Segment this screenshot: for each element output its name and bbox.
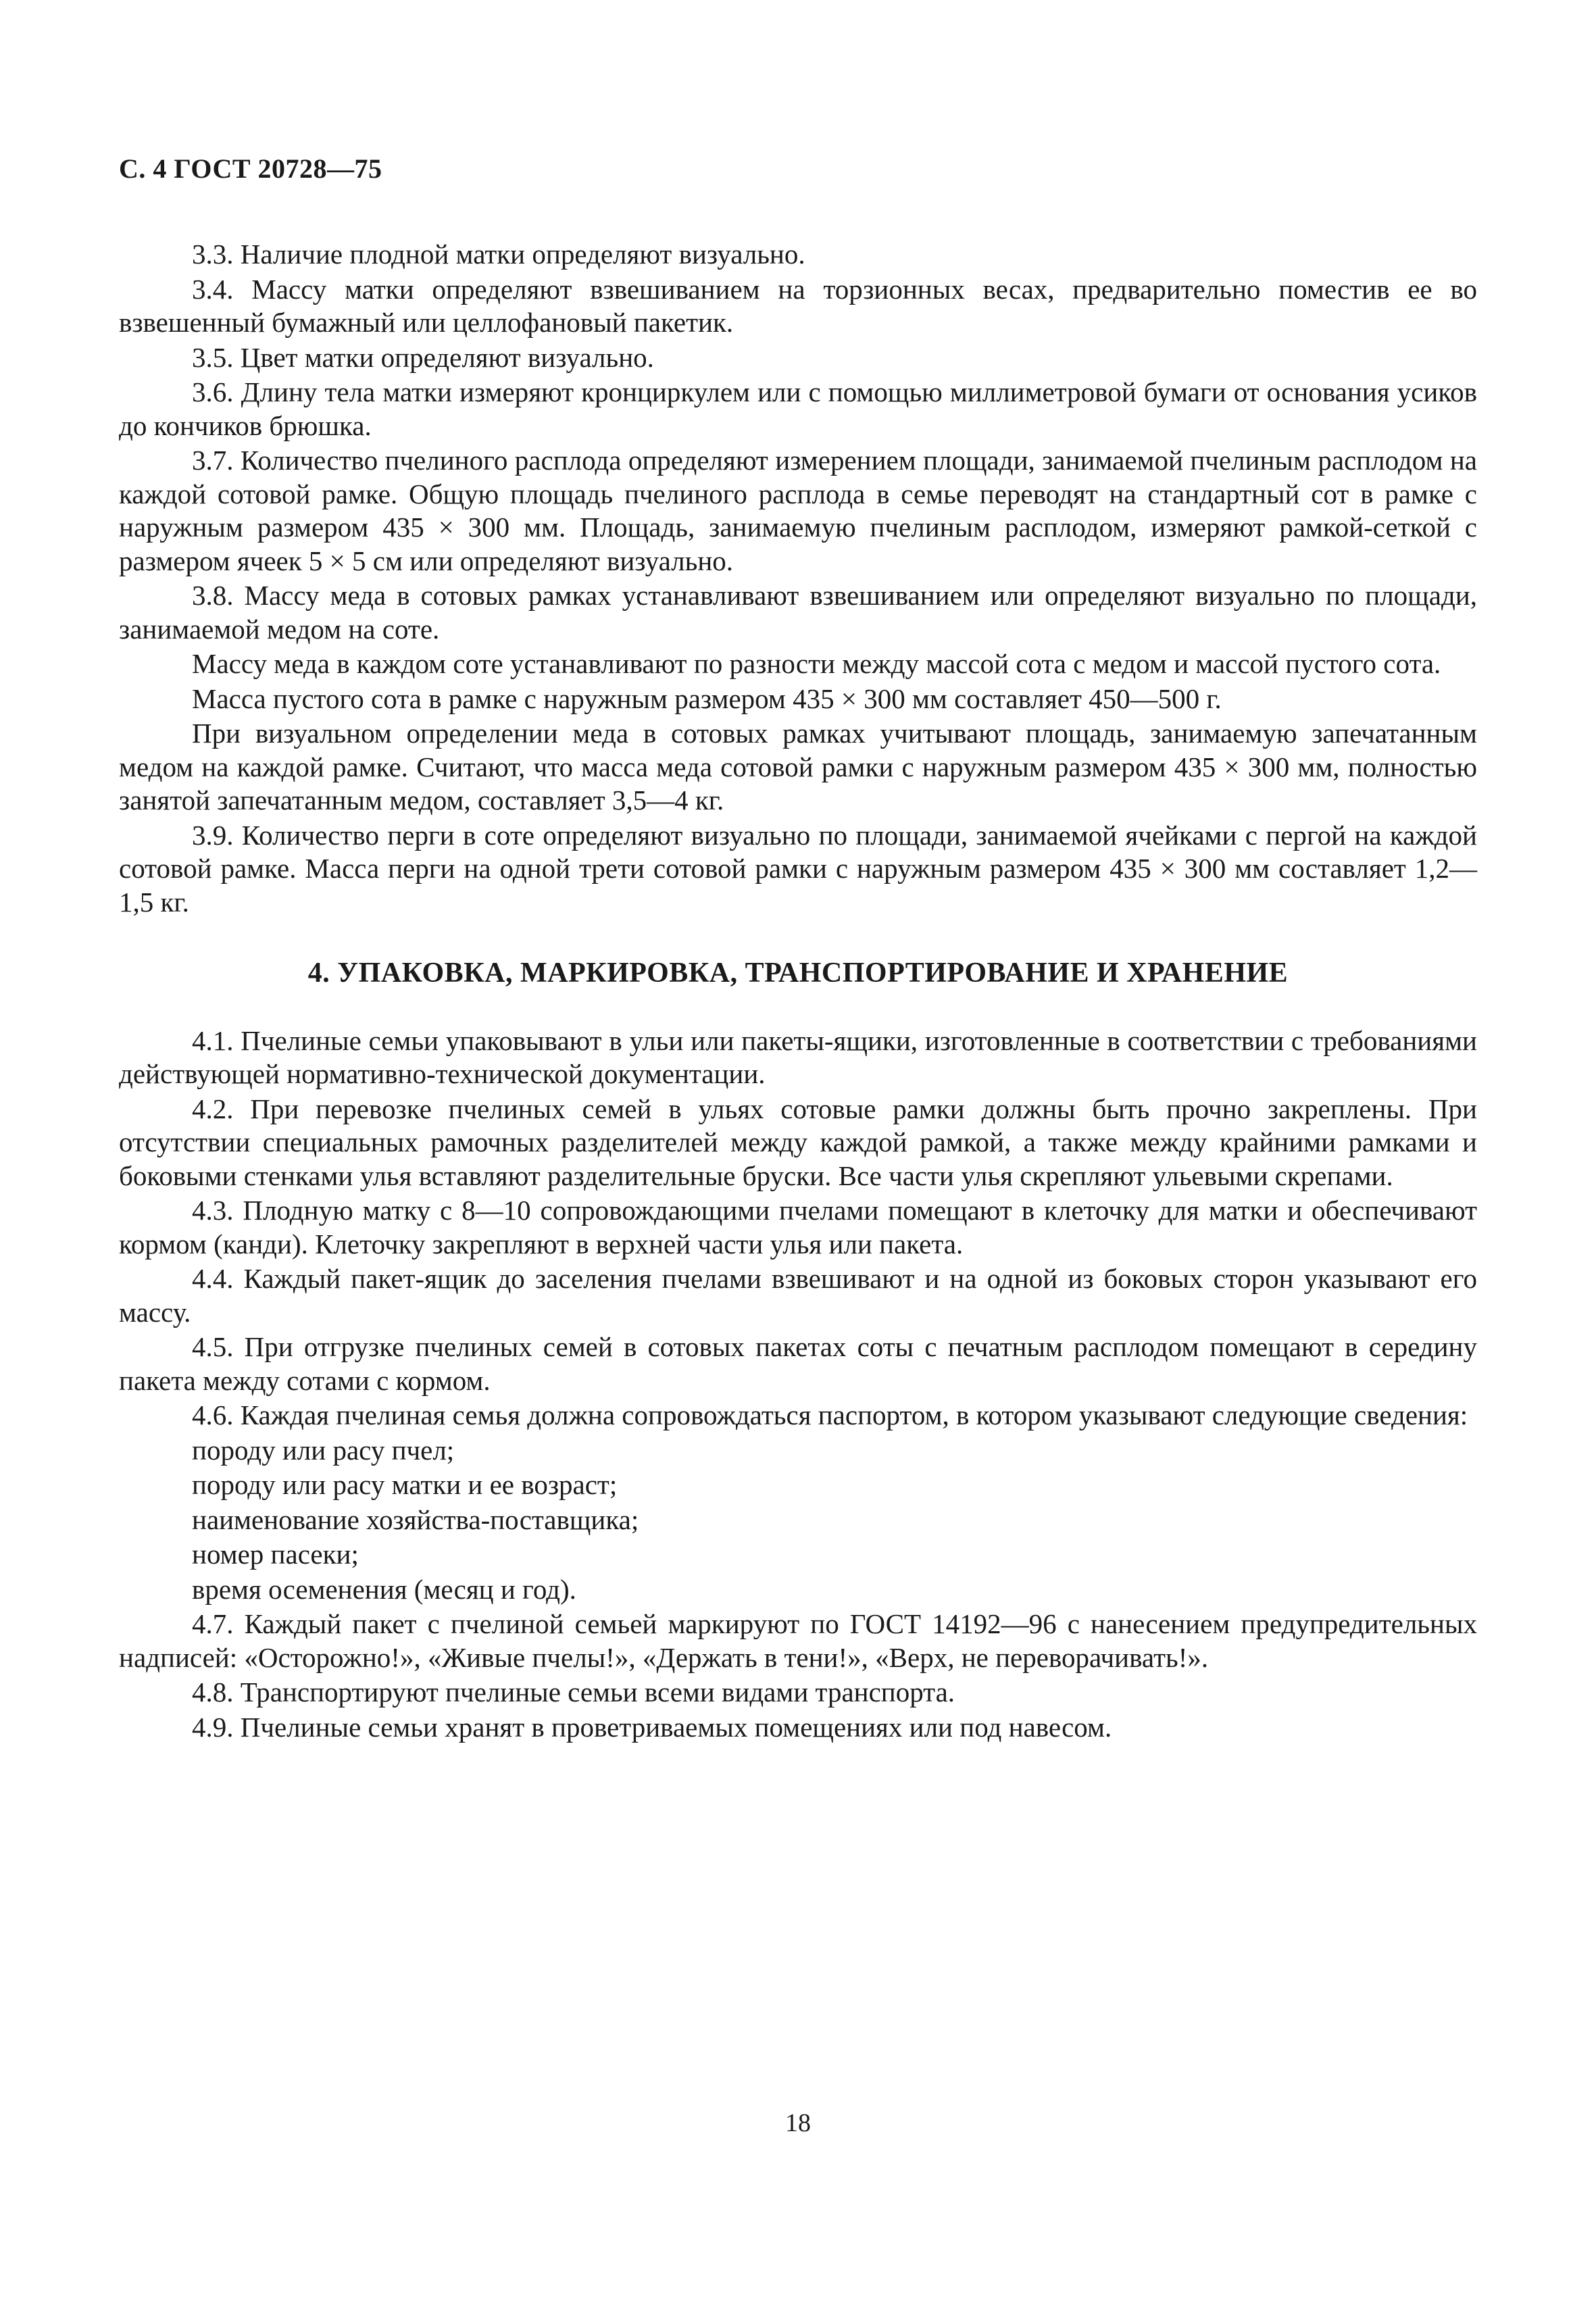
paragraph-4-1: 4.1. Пчелиные семьи упаковывают в ульи или пакеты-ящики, изготовленные в соответствии с требованиями действующей нормативно-технической документации.: [119, 1024, 1477, 1089]
paragraph-3-8-visual: При визуальном определении меда в сотовых рамках учитывают площадь, занимаемую запечатанным медом на каждой рамке. Считают, что масса меда сотовой рамки с наружным размером 435 × 300 мм, полностью занятой запечатанным медом, составляет 3,5—4 кг.: [119, 718, 1477, 816]
paragraph-4-5: 4.5. При отгрузке пчелиных семей в сотовых пакетах соты с печатным расплодом помещают в середину пакета между сотами с кормом.: [119, 1331, 1477, 1396]
list-item: номер пасеки;: [192, 1539, 359, 1570]
paragraph-3-8: 3.8. Массу меда в сотовых рамках устанавливают взвешиванием или определяют визуально по площади, занимаемой медом на соте.: [119, 580, 1477, 645]
paragraph-4-3: 4.3. Плодную матку с 8—10 сопровождающими пчелами помещают в клеточку для матки и обеспечивают кормом (канди). Клеточку закрепляют в верхней части улья или пакета.: [119, 1195, 1477, 1260]
paragraph-3-6: 3.6. Длину тела матки измеряют кронциркулем или с помощью миллиметровой бумаги от основания усиков до кончиков брюшка.: [119, 376, 1477, 441]
paragraph-4-6: 4.6. Каждая пчелиная семья должна сопровождаться паспортом, в котором указывают следующие сведения:: [192, 1399, 1468, 1430]
paragraph-3-7: 3.7. Количество пчелиного расплода определяют измерением площади, занимаемой пчелиным расплодом на каждой сотовой рамке. Общую площадь пчелиного расплода в семье переводят на стандартный сот в рамке с наружным размером 435 × 300 мм. Площадь, занимаемую пчелиным расплодом, измеряют рамкой-сеткой с размером ячеек 5 × 5 см или определяют визуально.: [119, 445, 1477, 576]
list-item: породу или расу матки и ее возраст;: [192, 1469, 618, 1500]
paragraph-3-8-empty-comb: Масса пустого сота в рамке с наружным размером 435 × 300 мм составляет 450—500 г.: [192, 682, 1222, 714]
paragraph-3-5: 3.5. Цвет матки определяют визуально.: [192, 341, 654, 373]
list-item: породу или расу пчел;: [192, 1434, 455, 1466]
page-header: С. 4 ГОСТ 20728—75: [119, 153, 382, 184]
paragraph-4-2: 4.2. При перевозке пчелиных семей в ульях сотовые рамки должны быть прочно закреплены. При отсутствии специальных рамочных разделителей между каждой рамкой, а также между крайними рамками и боковыми стенками улья вставляют разделительные бруски. Все части улья скрепляют ульевыми скрепами.: [119, 1093, 1477, 1191]
paragraph-3-9: 3.9. Количество перги в соте определяют визуально по площади, занимаемой ячейками с пергой на каждой сотовой рамке. Масса перги на одной трети сотовой рамки с наружным размером 435 × 300 мм составляет 1,2—1,5 кг.: [119, 819, 1477, 918]
paragraph-3-4: 3.4. Массу матки определяют взвешиванием на торзионных весах, предварительно поместив ее во взвешенный бумажный или целлофановый пакетик.: [119, 273, 1477, 338]
paragraph-3-8-mass: Массу меда в каждом соте устанавливают по разности между массой сота с медом и массой пустого сота.: [192, 648, 1441, 679]
paragraph-4-9: 4.9. Пчелиные семьи хранят в проветриваемых помещениях или под навесом.: [192, 1711, 1112, 1743]
document-body: [119, 238, 1477, 1745]
paragraph-4-8: 4.8. Транспортируют пчелиные семьи всеми видами транспорта.: [192, 1676, 955, 1708]
paragraph-3-3: 3.3. Наличие плодной матки определяют визуально.: [192, 239, 805, 270]
section-4-title: 4. УПАКОВКА, МАРКИРОВКА, ТРАНСПОРТИРОВАНИЕ И ХРАНЕНИЕ: [307, 957, 1289, 989]
paragraph-4-4: 4.4. Каждый пакет-ящик до заселения пчелами взвешивают и на одной из боковых сторон указывают его массу.: [119, 1263, 1477, 1328]
list-item: время осеменения (месяц и год).: [192, 1573, 576, 1605]
page-number: 18: [785, 2109, 811, 2137]
list-item: наименование хозяйства-поставщика;: [192, 1503, 639, 1535]
paragraph-4-7: 4.7. Каждый пакет с пчелиной семьей маркируют по ГОСТ 14192—96 с нанесением предупредительных надписей: «Осторожно!», «Живые пчелы!», «Держать в тени!», «Верх, не переворачивать!».: [119, 1608, 1477, 1673]
